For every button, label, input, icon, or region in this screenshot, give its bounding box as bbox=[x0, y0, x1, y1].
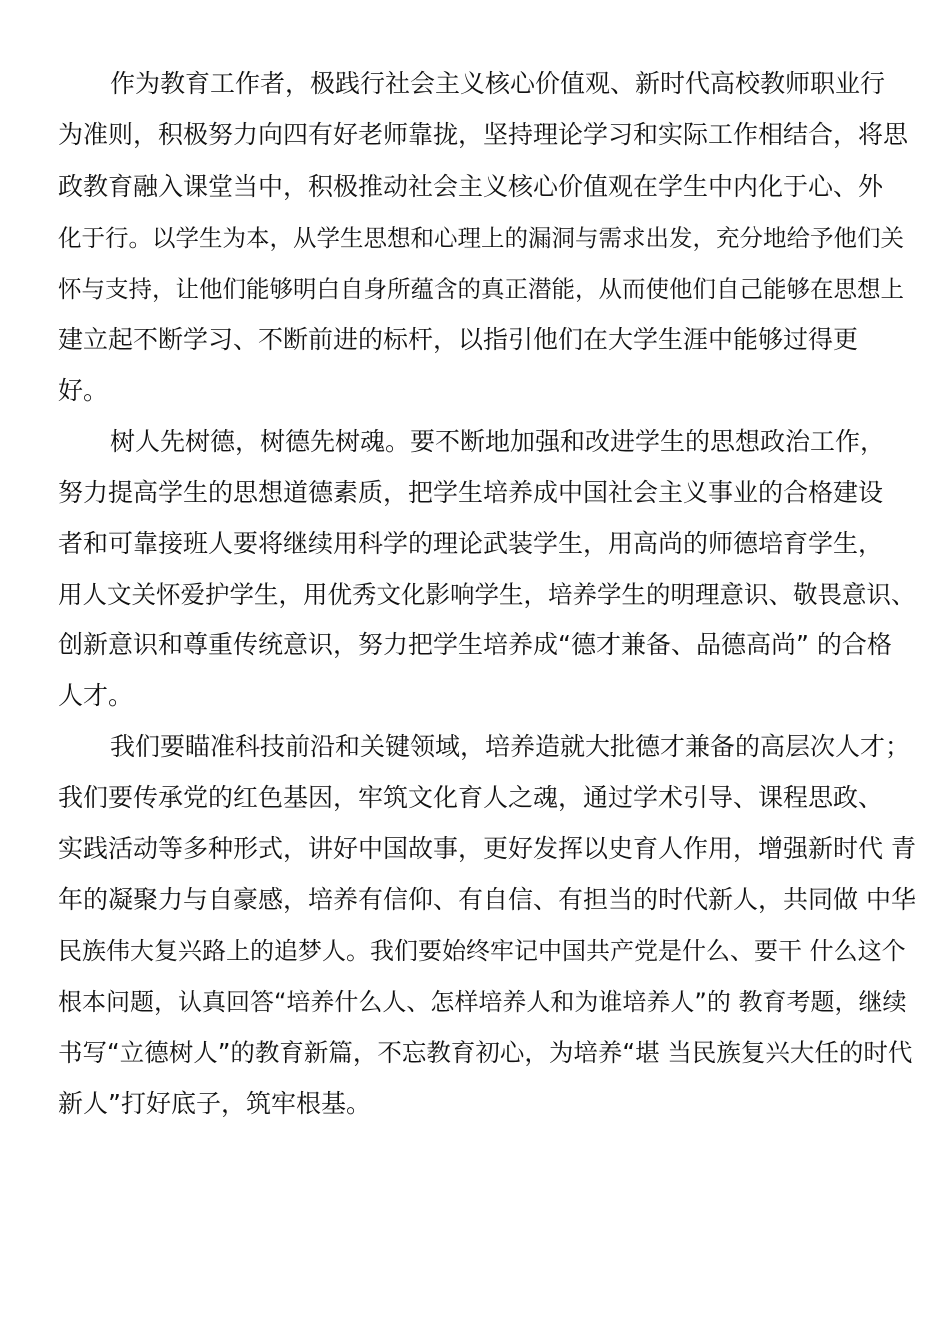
paragraph-1-line-1: 作为教育工作者，极践行社会主义核心价值观、新时代高校教师职业行 bbox=[110, 69, 886, 98]
paragraph-3-line-6: 根本问题，认真回答“培养什么人、怎样培养人和为谁培养人”的 教育考题，继续 bbox=[58, 988, 907, 1016]
paragraph-1-line-4: 化于行。以学生为本，从学生思想和心理上的漏洞与需求出发，充分地给予他们关 bbox=[58, 224, 904, 252]
paragraph-3-line-5: 民族伟大复兴路上的追梦人。我们要始终牢记中国共产党是什么、要干 什么这个 bbox=[58, 937, 906, 965]
paragraph-3-line-1: 我们要瞄准科技前沿和关键领域，培养造就大批德才兼备的高层次人才； bbox=[110, 732, 911, 761]
paragraph-3-line-7: 书写“立德树人”的教育新篇，不忘教育初心，为培养“堪 当民族复兴大任的时代 bbox=[58, 1038, 913, 1067]
paragraph-1-line-2: 为准则，积极努力向四有好老师靠拢，坚持理论学习和实际工作相结合，将思 bbox=[58, 120, 909, 149]
paragraph-3-line-4: 年的凝聚力与自豪感，培养有信仰、有自信、有担当的时代新人，共同做 中华 bbox=[58, 885, 916, 914]
paragraph-2-line-1: 树人先树德，树德先树魂。要不断地加强和改进学生的思想政治工作， bbox=[110, 427, 886, 456]
paragraph-2-line-4: 用人文关怀爱护学生，用优秀文化影响学生，培养学生的明理意识、敬畏意识、 bbox=[58, 580, 916, 609]
paragraph-1-line-6: 建立起不断学习、不断前进的标杆，以指引他们在大学生涯中能够过得更 bbox=[58, 325, 859, 354]
paragraph-3-line-2: 我们要传承党的红色基因，牢筑文化育人之魂，通过学术引导、课程思政、 bbox=[58, 783, 884, 812]
paragraph-1-line-3: 政教育融入课堂当中，积极推动社会主义核心价值观在学生中内化于心、外 bbox=[58, 172, 884, 201]
paragraph-2-line-2: 努力提高学生的思想道德素质，把学生培养成中国社会主义事业的合格建设 bbox=[58, 478, 884, 507]
paragraph-2-line-5: 创新意识和尊重传统意识，努力把学生培养成“德才兼备、品德高尚” 的合格 bbox=[58, 630, 892, 659]
paragraph-2-line-3: 者和可靠接班人要将继续用科学的理论武装学生，用高尚的师德培育学生， bbox=[58, 529, 884, 558]
paragraph-1-line-7: 好。 bbox=[58, 376, 109, 405]
paragraph-2-line-6: 人才。 bbox=[58, 681, 134, 710]
paragraph-1-line-5: 怀与支持，让他们能够明白自身所蕴含的真正潜能，从而使他们自己能够在思想上 bbox=[58, 275, 904, 303]
paragraph-3-line-8: 新人”打好底子，筑牢根基。 bbox=[58, 1089, 371, 1118]
paragraph-3-line-3: 实践活动等多种形式，讲好中国故事，更好发挥以史育人作用，增强新时代 青 bbox=[58, 834, 916, 863]
